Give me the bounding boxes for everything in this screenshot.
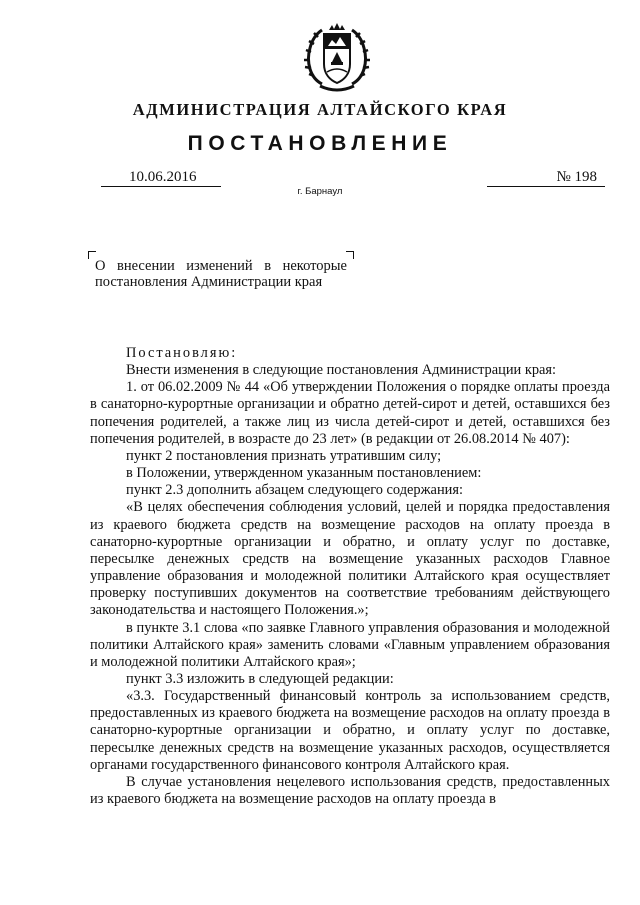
document-subject xyxy=(95,258,347,290)
subject-word: О xyxy=(95,258,106,274)
body-paragraph: Внести изменения в следующие постановления Администрации края: xyxy=(126,362,557,379)
document-type-heading: ПОСТАНОВЛЕНИЕ xyxy=(187,132,453,155)
subject-word: внесении xyxy=(117,258,175,274)
issue-city: г. Барнаул xyxy=(297,186,343,197)
organization-title: АДМИНИСТРАЦИЯ АЛТАЙСКОГО КРАЯ xyxy=(132,100,508,119)
document-number: № 198 xyxy=(487,169,605,187)
body-paragraph: пункт 2.3 дополнить абзацем следующего содержания: xyxy=(126,482,463,499)
subject-line-1 xyxy=(95,258,347,274)
body-paragraph: пункт 2 постановления признать утратившим силу; xyxy=(126,447,442,464)
body-paragraph: пункт 3.3 изложить в следующей редакции: xyxy=(126,670,394,687)
body-paragraph: «В целях обеспечения соблюдения условий, целей и порядка предоставления из краевого бюджета средств на возмещение расходов на оплату проезда в санаторно-курортные организации и обратно, и оплату услуг по доставке, пересылке денежных средств на возмещение указанных расходов Главное управление образования и молодежной политики Алтайского края осуществляет проверку поступивших документов на соответствие требованиям действующего законодательства и настоящего Положения.»; xyxy=(90,499,610,619)
body-paragraph: В случае установления нецелевого использования средств, предоставленных из краевого бюджета на возмещение расходов на оплату проезда в xyxy=(90,773,610,808)
subject-line-2: постановления Администрации края xyxy=(95,274,323,290)
subject-word: изменений xyxy=(186,258,253,274)
coat-of-arms-icon xyxy=(302,22,372,94)
document-date: 10.06.2016 xyxy=(101,169,221,187)
decree-preamble: Постановляю: xyxy=(126,345,238,361)
document-body xyxy=(90,345,610,808)
body-paragraph: «3.3. Государственный финансовый контроль за использованием средств, предоставленных из краевого бюджета на возмещение расходов на оплату проезда в санаторно-курортные организации и обратно, и оплату услуг по доставке, пересылке денежных средств на возмещение указанных расходов, осуществляется органами государственного финансового контроля Алтайского края. xyxy=(90,688,610,773)
subject-word: некоторые xyxy=(282,258,347,274)
subject-word: в xyxy=(264,258,272,274)
body-paragraph: 1. от 06.02.2009 № 44 «Об утверждении Положения о порядке оплаты проезда в санаторно-курортные организации и обратно детей-сирот и детей, оставшихся без попечения родителей, а также лиц из числа детей-сирот и детей, оставшихся без попечения родителей, в возрасте до 23 лет» (в редакции от 26.08.2014 № 407): xyxy=(90,379,610,447)
body-paragraph: в Положении, утвержденном указанным постановлением: xyxy=(126,465,482,482)
body-paragraph: в пункте 3.1 слова «по заявке Главного управления образования и молодежной политики Алтайского края» заменить словами «Главным управлением образования и молодежной политики Алтайского края»; xyxy=(90,619,610,670)
subject-corner-mark-right xyxy=(346,251,354,259)
